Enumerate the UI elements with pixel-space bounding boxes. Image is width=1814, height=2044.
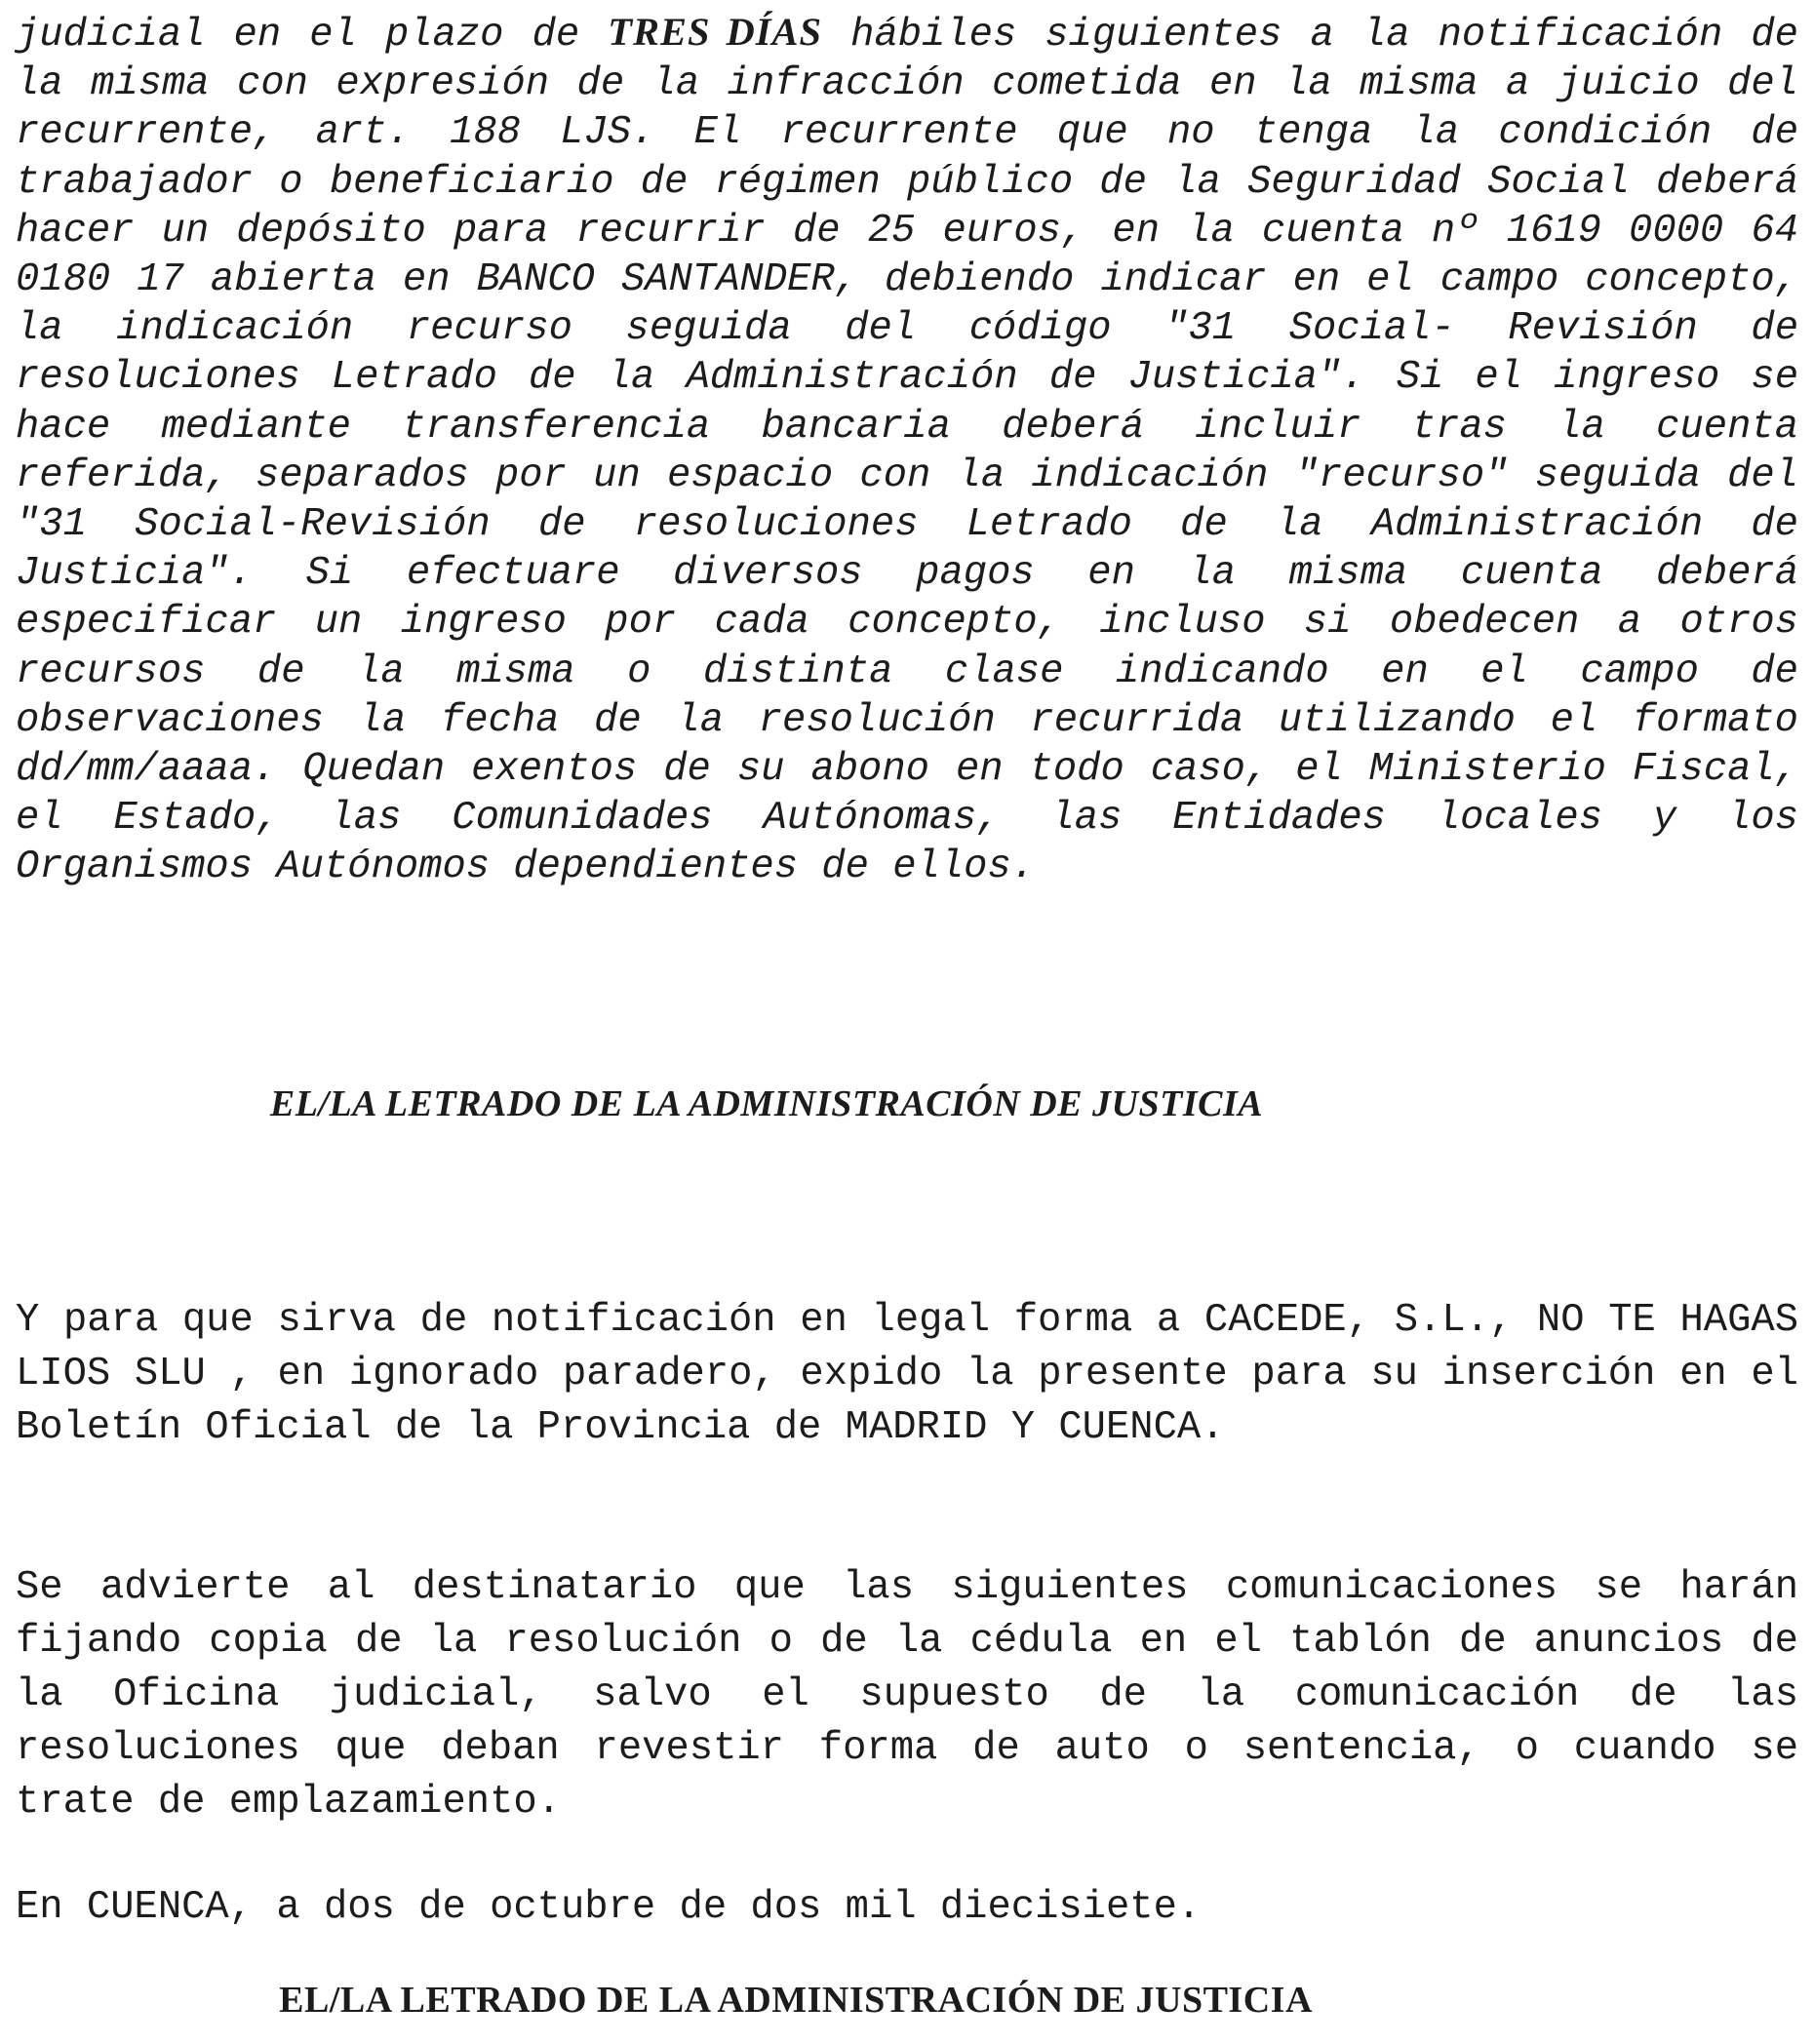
date-line: En CUENCA, a dos de octubre de dos mil diecisiete.: [16, 1885, 1202, 1930]
notification-paragraph: Y para que sirva de notificación en legal forma a CACEDE, S.L., NO TE HAGAS LIOS SLU , en ignorado paradero, expido la presente para su inserción en el Boletín Oficial de la Provincia de MADRID Y CUENCA.: [16, 1298, 1798, 1450]
recurso-paragraph: [16, 0, 1798, 892]
advertencia-paragraph: Se advierte al destinatario que las siguientes comunicaciones se harán fijando copia de la resolución o de la cédula en el tablón de anuncios de la Oficina judicial, salvo el supuesto de la comunicación de las resoluciones que deban revestir forma de auto o sentencia, o cuando se trate de emplazamiento.: [16, 1565, 1798, 1825]
recurso-text-pre: judicial en el plazo de: [16, 13, 609, 58]
plazo-emphasis: TRES DÍAS: [608, 10, 823, 54]
signature-heading-bold: EL/LA LETRADO DE LA ADMINISTRACIÓN DE JUSTICIA: [279, 1980, 1313, 2021]
document-page: [16, 0, 1798, 2021]
signature-heading-italic: EL/LA LETRADO DE LA ADMINISTRACIÓN DE JUSTICIA: [269, 1083, 1264, 1124]
recurso-text-post: hábiles siguientes a la notificación de la misma con expresión de la infracción cometida en la misma a juicio del recurrente, art. 188 LJS. El recurrente que no tenga la condición de trabajador o beneficiario de régimen público de la Seguridad Social deberá hacer un depósito para recurrir de 25 euros, en la cuenta nº 1619 0000 64 0180 17 abierta en BANCO SANTANDER, debiendo indicar en el campo concepto, la indicación recurso seguida del código "31 Social- Revisión de resoluciones Letrado de la Administración de Justicia". Si el ingreso se hace mediante transferencia bancaria deberá incluir tras la cuenta referida, separados por un espacio con la indicación "recurso" seguida del "31 Social-Revisión de resoluciones Letrado de la Administración de Justicia". Si efectuare diversos pagos en la misma cuenta deberá especificar un ingreso por cada concepto, incluso si obedecen a otros recursos de la misma o distinta clase indicando en el campo de observaciones la fecha de la resolución recurrida utilizando el formato dd/mm/aaaa. Quedan exentos de su abono en todo caso, el Ministerio Fiscal, el Estado, las Comunidades Autónomas, las Entidades locales y los Organismos Autónomos dependientes de ellos.: [16, 13, 1798, 890]
